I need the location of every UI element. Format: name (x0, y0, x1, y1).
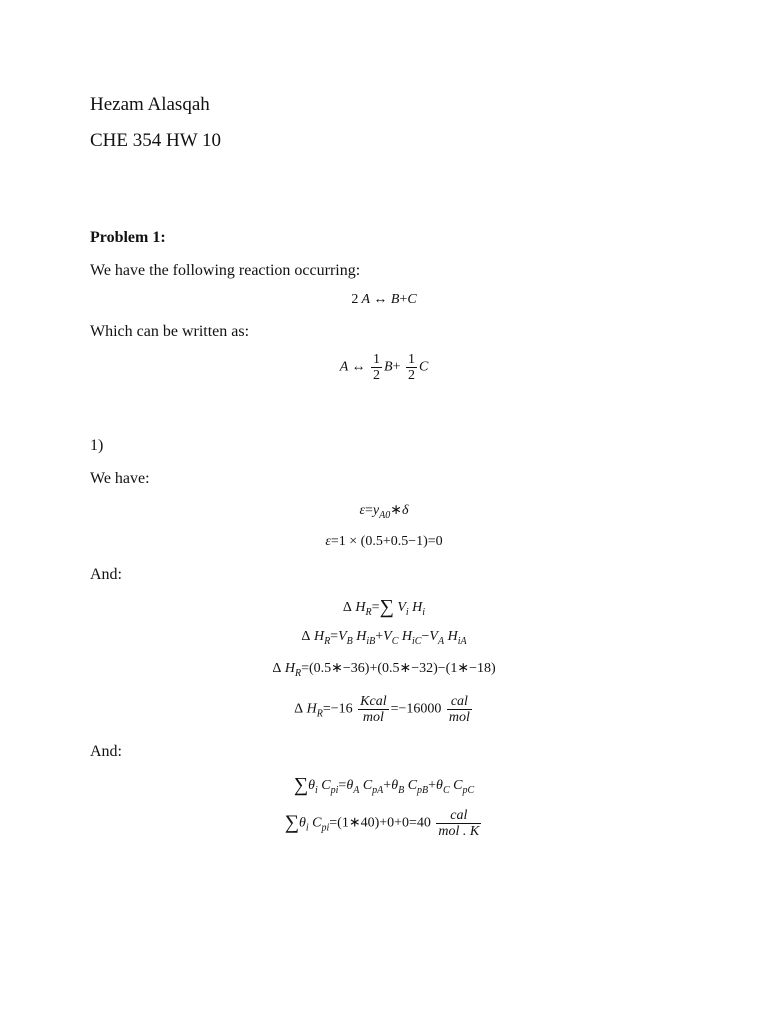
written-as-text: Which can be written as: (90, 323, 250, 340)
equation-enthalpy-expand: Δ $H_R=V_B$ $H_{iB}+V_C$ $H_{iC}-V_A$ $H_{iA}$ (301, 629, 467, 647)
equation-epsilon-def: $\varepsilon=y_{A0}∗\delta$ (359, 503, 409, 521)
equation-heat-capacity-value: $\sum\theta_i$ $C_{pi}=(1∗40)+0+0=40$ $\frac{\text{cal}}{\text{mol . K}}$ (284, 808, 480, 839)
equation-reaction-half: A ↔ $\frac{1}{2}$ B+ $\frac{1}{2}$ C (339, 352, 429, 383)
problem-title: Problem 1: (90, 229, 166, 246)
course-title: CHE 354 HW 10 (90, 130, 222, 151)
equation-epsilon-value: ε=1 × (0.5+0.5−1)=0 (325, 534, 443, 549)
and-text-2: And: (90, 743, 122, 760)
equation-enthalpy-def: Δ $H_R=\sum$ $V_i$ $H_i$ (342, 596, 426, 618)
author-name: Hezam Alasqah (90, 94, 210, 115)
equation-reaction: 2 A ↔ B+C (351, 292, 417, 307)
part-label: 1) (90, 437, 104, 454)
equation-enthalpy-numbers: Δ $H_R=(0.5∗-36)+(0.5∗-32)-(1∗-18)$ (272, 661, 496, 679)
intro-text: We have the following reaction occurring: (90, 262, 361, 279)
equation-heat-capacity-def: $\sum\theta_i$ $C_{pi}=\theta_A$ $C_{pA}+\theta_B$ $C_{pB}+\theta_C$ $C_{pC}$ (293, 774, 475, 796)
we-have-text: We have: (90, 470, 150, 487)
and-text-1: And: (90, 566, 122, 583)
equation-enthalpy-result: Δ $H_R=-16$ $\frac{\text{Kcal}}{\text{mol}}$ =−16000 $\frac{\text{cal}}{\text{mol}}$ (294, 694, 470, 725)
